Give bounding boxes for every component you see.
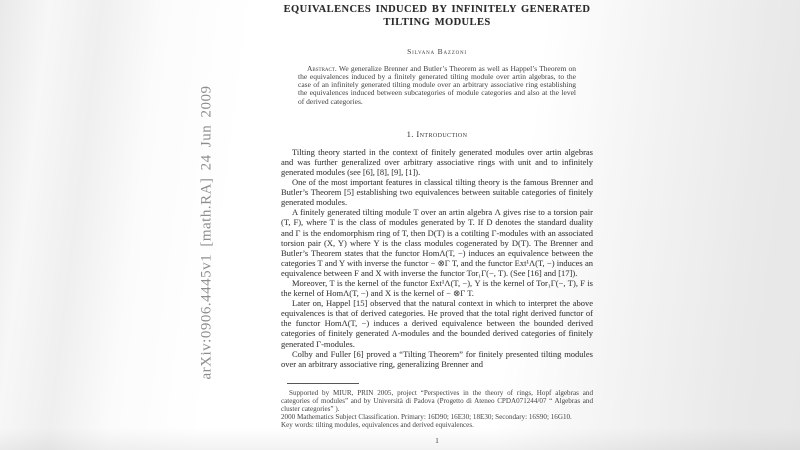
arxiv-watermark-text: arXiv:0906.4445v1 [math.RA] 24 Jun 2009 [198,85,215,379]
body-paragraph: Colby and Fuller [6] proved a “Tilting Theorem” for finitely presented tilting modules over an arbitrary associative ring, generalizing Brenner and [281,348,593,369]
abstract-text: We generalize Brenner and Butler’s Theorem as well as Happel’s Theorem on the equivalences induced by a finitely generated tilting module over artin algebras, to the case of an infinitely generated tilting module over an arbitrary associative ring establishing the equivalences induced between subcategories of module categories and also at the level of derived categories. [298,64,576,106]
footnote-rule [287,383,359,384]
body-paragraph: Later on, Happel [15] observed that the natural context in which to interpret the above equivalences is that of derived categories. He proved that the total right derived functor of the functor HomΛ(T, −) induces a derived equivalence between the bounded derived categories of finitely generated Λ-modules and the bounded derived categories of finitely generated Γ-modules. [281,298,593,349]
body-paragraph: One of the most important features in classical tilting theory is the famous Brenner and Butler’s Theorem [5] establishing two equivalences between suitable categories of finitely generated modules. [281,177,593,208]
paper-content-column [281,0,593,369]
author-name: Silvana Bazzoni [407,47,467,56]
paper-title: EQUIVALENCES INDUCED BY INFINITELY GENERATED TILTING MODULES [283,4,591,28]
footnote-block [281,383,593,429]
footnote-keywords: Key words: tilting modules, equivalences and derived equivalences. [281,421,474,429]
section-heading-introduction: 1. Introduction [406,128,468,139]
abstract [298,65,576,106]
body-paragraph: Moreover, T is the kernel of the functor Ext¹Λ(T, −), Y is the kernel of Tor₁Γ(−, T), F is the kernel of HomΛ(T, −) and X is the kernel of − ⊗Γ T. [281,278,593,299]
body-paragraph: Tilting theory started in the context of finitely generated modules over artin algebras and was further generalized over arbitrary associative rings with unit and to infinitely generated modules (see [6], [8], [9], [1]). [281,146,593,177]
footnote-support: Supported by MIUR, PRIN 2005, project “Perspectives in the theory of rings, Hopf algebras and categories of modules” and by Università di Padova (Progetto di Ateneo CPDA071244/07 “ Algebras and cluster categories” ). [281,389,593,413]
arxiv-watermark [186,0,228,450]
introduction-body [281,147,593,369]
body-paragraph: A finitely generated tilting module T over an artin algebra Λ gives rise to a torsion pair (T, F), where T is the class of modules generated by T. If D denotes the standard duality and Γ is the endomorphism ring of T, then D(T) is a cotilting Γ-modules with an associated torsion pair (X, Y) where Y is the class modules cogenerated by D(T). The Brenner and Butler’s Theorem states that the functor HomΛ(T, −) induces an equivalence between the categories T and Y with inverse the functor − ⊗Γ T, and the functor Ext¹Λ(T, −) induces an equivalence between F and X with inverse the functor Tor₁Γ(−, T). (See [16] and [17]). [281,207,593,278]
page-number: 1 [435,436,439,445]
footnote-msc: 2000 Mathematics Subject Classification. Primary: 16D90; 16E30; 18E30; Secondary: 16S90; 16G10. [281,413,572,421]
abstract-label: Abstract. [307,64,337,73]
